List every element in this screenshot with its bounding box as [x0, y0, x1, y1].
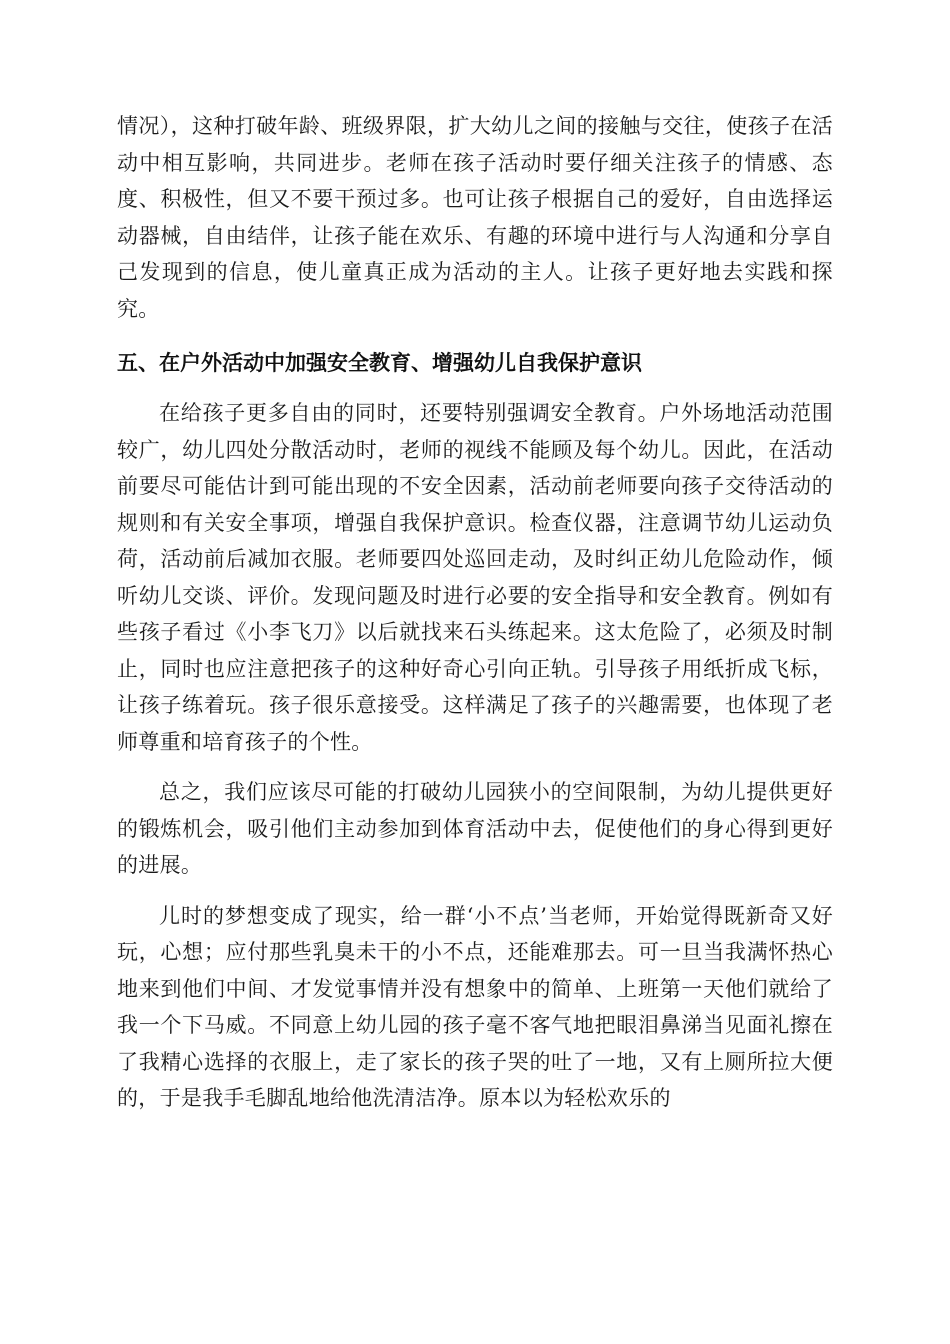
paragraph-safety-education: 在给孩子更多自由的同时，还要特别强调安全教育。户外场地活动范围较广，幼儿四处分散活动时，老师的视线不能顾及每个幼儿。因此，在活动前要尽可能估计到可能出现的不安全因素，活动前老师要向孩子交待活动的规则和有关安全事项，增强自我保护意识。检查仪器，注意调节幼儿运动负荷，活动前后减加衣服。老师要四处巡回走动，及时纠正幼儿危险动作，倾听幼儿交谈、评价。发现问题及时进行必要的安全指导和安全教育。例如有些孩子看过《小李飞刀》以后就找来石头练起来。这太危险了，必须及时制止，同时也应注意把孩子的这种好奇心引向正轨。引导孩子用纸折成飞标，让孩子练着玩。孩子很乐意接受。这样满足了孩子的兴趣需要，也体现了老师尊重和培育孩子的个性。 [117, 401, 833, 754]
document-body [117, 108, 833, 1117]
paragraph-reflection: 儿时的梦想变成了现实，给一群‘小不点’当老师，开始觉得既新奇又好玩，心想；应付那些乳臭未干的小不点，还能难那去。可一旦当我满怀热心地来到他们中间、才发觉事情并没有想象中的简单、上班第一天他们就给了我一个下马威。不同意上幼儿园的孩子毫不客气地把眼泪鼻涕当见面礼擦在了我精心选择的衣服上，走了家长的孩子哭的吐了一地，又有上厕所拉大便的，于是我手毛脚乱地给他洗清洁净。原本以为轻松欢乐的 [117, 903, 833, 1110]
paragraph-summary: 总之，我们应该尽可能的打破幼儿园狭小的空间限制，为幼儿提供更好的锻炼机会，吸引他们主动参加到体育活动中去，促使他们的身心得到更好的进展。 [117, 780, 833, 877]
paragraph-continuation: 情况），这种打破年龄、班级界限，扩大幼儿之间的接触与交往，使孩子在活动中相互影响，共同进步。老师在孩子活动时要仔细关注孩子的情感、态度、积极性，但又不要干预过多。也可让孩子根据自己的爱好，自由选择运动器械，自由结伴，让孩子能在欢乐、有趣的环境中进行与人沟通和分享自己发现到的信息，使儿童真正成为活动的主人。让孩子更好地去实践和探究。 [117, 114, 833, 321]
section-heading-safety-education: 五、在户外活动中加强安全教育、增强幼儿自我保护意识 [117, 351, 642, 375]
